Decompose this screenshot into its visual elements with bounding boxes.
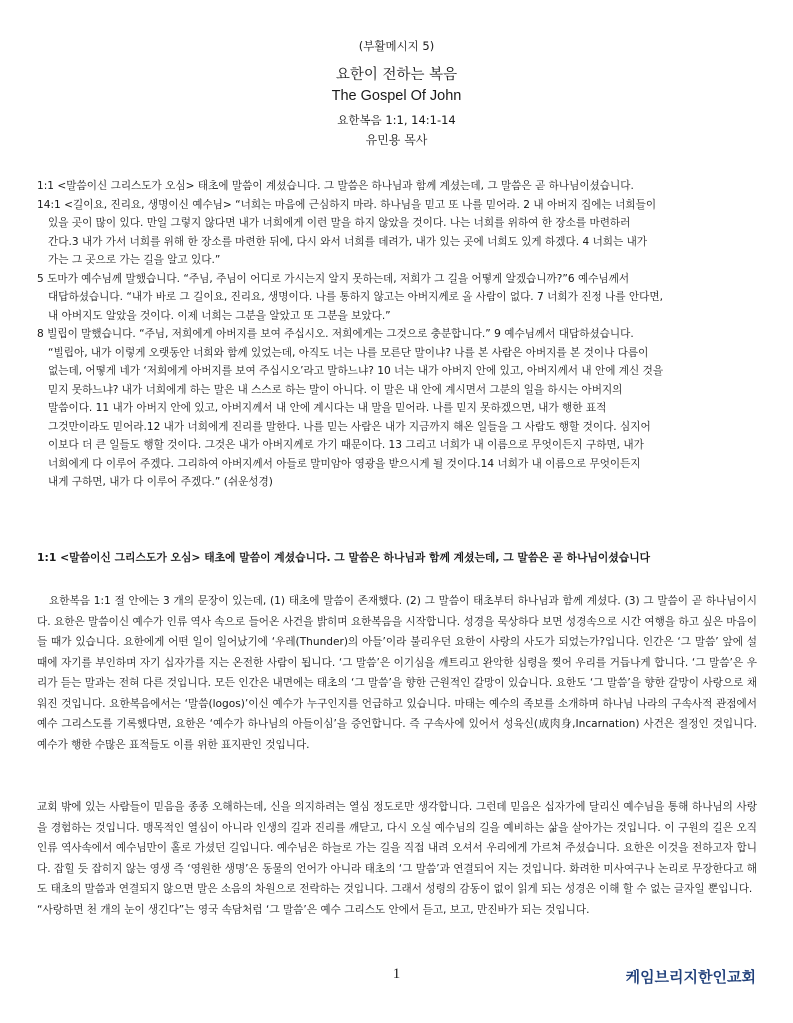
scripture-line: 내게 구하면, 내가 다 이루어 주겠다.” (쉬운성경) xyxy=(48,476,273,488)
sermon-title-english: The Gospel Of John xyxy=(331,88,462,104)
scripture-reference: 요한복음 1:1, 14:1-14 xyxy=(337,113,456,127)
scripture-line: 그것만이라도 믿어라.12 내가 너희에게 진리를 말한다. 나를 믿는 사람은 내가 지금까지 해온 일들을 그 사람도 행할 것이다. 심지어 xyxy=(48,420,651,433)
paragraph-text: 요한복음 1:1 절 안에는 3 개의 문장이 있는데, (1) 태초에 말씀이 존재했다. (2) 그 말씀이 태초부터 하나님과 함께 계셨다. (3) 그 말씀이 곧 하나님이시다. 요한은 말씀이신 예수가 인류 역사 속으로 들어온 사건을 밝히며 요한복음을 시작합니다. 성경을 묵상하다 보면 성경속으로 시간 여행을 하고 싶은 마음이 들 때가 있습니다. 요한에게 어떤 일이 일어났기에 ‘우레(Thunder)의 아들’이라 불리우던 요한이 사랑의 사도가 되었는가?입니다. 인간은 ‘그 말씀’ 앞에 설때에 자기를 부인하며 자기 십자가를 지는 온전한 사람이 됩니다. ‘그 말씀’은 이기심을 깨트리고 완악한 심령을 찢어 우리를 거듭나게 합니다. ‘그 말씀’은 우리가 듣는 말과는 전혀 다른 것입니다. 모든 인간은 내면에는 태초의 ‘그 말씀’을 향한 근원적인 갈망이 있습니다. 요한도 ‘그 말씀’을 향한 갈망이 사랑으로 채워진 것입니다. 요한복음에서는 ‘말씀(logos)’이신 예수가 누구인지를 언급하고 있습니다. 마태는 예수의 족보를 소개하며 하나님 나라의 구속사적 관점에서 예수 그리스도를 기록했다면, 요한은 ‘예수가 하나님의 아들이심’을 증언합니다. 즉 구속사에 있어서 성육신(成肉身,Incarnation) 사건은 절정인 것입니다. 예수가 행한 수많은 표적들도 이를 위한 표지판인 것입니다. xyxy=(37,595,757,751)
scripture-line: 8 빌립이 말했습니다. “주님, 저희에게 아버지를 보여 주십시오. 저희에게는 그것으로 충분합니다.” 9 예수님께서 대답하셨습니다. xyxy=(37,328,634,340)
sermon-title: 요한이 전하는 복음 xyxy=(335,67,458,83)
section-heading: 1:1 <말씀이신 그리스도가 오심> 태초에 말씀이 계셨습니다. 그 말씀은 하나님과 함께 계셨는데, 그 말씀은 곧 하나님이셨습니다 xyxy=(37,551,651,564)
scripture-line: 이보다 더 큰 일들도 행할 것이다. 그것은 내가 아버지께로 가기 때문이다. 13 그리고 너희가 내 이름으로 무엇이든지 구하면, 내가 xyxy=(48,439,644,451)
page-number: 1 xyxy=(392,966,401,982)
paragraph-text: “사랑하면 천 개의 눈이 생긴다”는 영국 속담처럼 ‘그 말씀’은 예수 그리스도 안에서 듣고, 보고, 만진바가 되는 것입니다. xyxy=(37,903,590,916)
sermon-series: (부활메시지 5) xyxy=(358,39,435,53)
sermon-paragraph-1 xyxy=(37,591,757,755)
scripture-line: 1:1 <말씀이신 그리스도가 오심> 태초에 말씀이 계셨습니다. 그 말씀은 하나님과 함께 계셨는데, 그 말씀은 곧 하나님이셨습니다. xyxy=(37,180,634,192)
scripture-line: 간다.3 내가 가서 너희를 위해 한 장소를 마련한 뒤에, 다시 와서 너희를 데려가, 내가 있는 곳에 너희도 있게 하겠다. 4 너희는 내가 xyxy=(48,235,648,248)
scripture-line: 5 도마가 예수님께 말했습니다. “주님, 주님이 어디로 가시는지 알지 못하는데, 저희가 그 길을 어떻게 알겠습니까?”6 예수님께서 xyxy=(37,272,630,285)
scripture-line: 내 아버지도 알았을 것이다. 이제 너희는 그분을 알았고 또 그분을 보았다.” xyxy=(48,309,391,322)
paragraph-text: 교회 밖에 있는 사람들이 믿음을 종종 오해하는데, 신을 의지하려는 열심 정도로만 생각합니다. 그런데 믿음은 십자가에 달리신 예수님을 통해 하나님의 사랑을 경험하는 것입니다. 맹목적인 열심이 아니라 인생의 길과 진리를 깨닫고, 다시 오실 예수님의 길을 예비하는 삶을 살아가는 것입니다. 이 구원의 길은 오직 인류 역사속에서 예수님만이 홀로 가셨던 길입니다. 예수님은 하늘로 가는 길을 직접 내려 오셔서 우리에게 가르쳐 주셨습니다. 요한은 이것을 전하고자 합니다. 잡힐 듯 잡히지 않는 영생 즉 ‘영원한 생명’은 동물의 언어가 아니라 태초의 ‘그 말씀’과 연결되어 지는 것입니다. 화려한 미사여구나 논리로 무장한다고 해도 태초의 말씀과 연결되지 않으면 말은 소음의 차원으로 전락하는 것입니다. 그래서 성령의 감동이 없이 읽게 되는 성경은 이해 할 수 없는 글자일 뿐입니다. xyxy=(37,801,757,895)
sermon-paragraph-2 xyxy=(37,797,757,920)
scripture-line: 말씀이다. 11 내가 아버지 안에 있고, 아버지께서 내 안에 계시다는 내 말을 믿어라. 나를 믿지 못하겠으면, 내가 행한 표적 xyxy=(48,402,607,414)
scripture-line: 대답하셨습니다. “내가 바로 그 길이요, 진리요, 생명이다. 나를 통하지 않고는 아버지께로 올 사람이 없다. 7 너희가 진정 나를 안다면, xyxy=(48,291,663,303)
scripture-line: 가는 그 곳으로 가는 길을 알고 있다.” xyxy=(48,254,221,266)
pastor-name: 유민용 목사 xyxy=(365,133,428,147)
scripture-passage xyxy=(37,177,757,492)
scripture-line: 없는데, 어떻게 네가 ‘저희에게 아버지를 보여 주십시오’라고 말하느냐? 10 너는 내가 아버지 안에 있고, 아버지께서 내 안에 계신 것을 xyxy=(48,365,664,377)
scripture-line: 14:1 <길이요, 진리요, 생명이신 예수님> “너희는 마음에 근심하지 마라. 하나님을 믿고 또 나를 믿어라. 2 내 아버지 집에는 너희들이 xyxy=(37,198,657,211)
scripture-line: 있을 곳이 많이 있다. 만일 그렇지 않다면 내가 너희에게 이런 말을 하지 않았을 것이다. 나는 너희를 위하여 한 장소를 마련하러 xyxy=(48,217,631,229)
church-name: 케임브리지한인교회 xyxy=(625,968,756,986)
scripture-line: 너희에게 다 이루어 주겠다. 그리하여 아버지께서 아들로 말미암아 영광을 받으시게 될 것이다.14 너희가 내 이름으로 무엇이든지 xyxy=(48,457,641,470)
scripture-line: “빌립아, 내가 이렇게 오랫동안 너희와 함께 있었는데, 아직도 너는 나를 모른단 말이냐? 나를 본 사람은 아버지를 본 것이나 다름이 xyxy=(48,346,649,359)
scripture-line: 믿지 못하느냐? 내가 너희에게 하는 말은 내 스스로 하는 말이 아니다. 이 말은 내 안에 계시면서 그분의 일을 하시는 아버지의 xyxy=(48,383,623,396)
